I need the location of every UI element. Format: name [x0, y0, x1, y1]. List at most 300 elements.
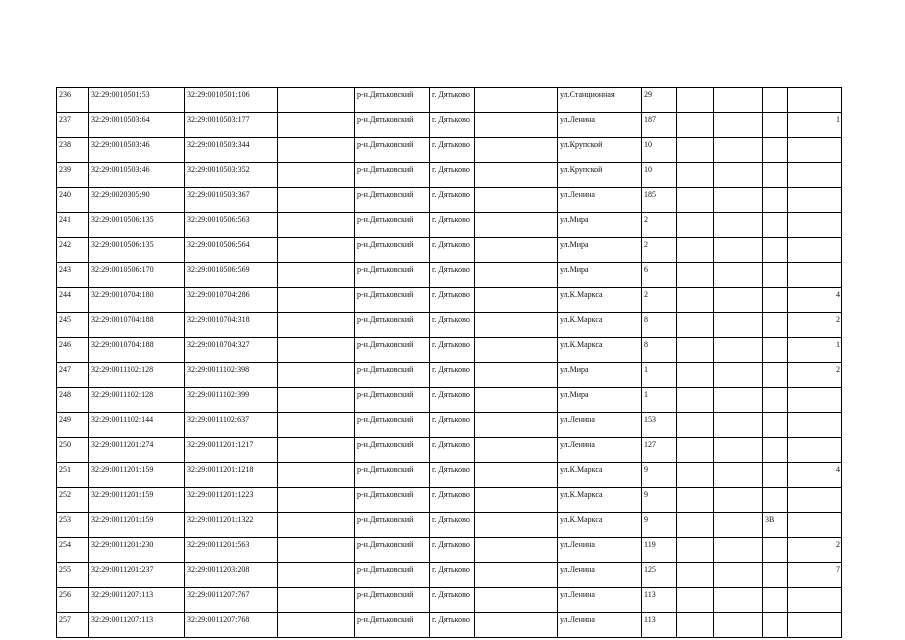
empty-cell — [475, 313, 558, 338]
empty-cell — [475, 288, 558, 313]
extra-value — [763, 438, 788, 463]
district: р-н.Дятьковский — [355, 113, 430, 138]
table-row — [57, 138, 842, 163]
parcel-cadastral-number: 32:29:0011102:128 — [89, 388, 185, 413]
empty-cell — [714, 288, 763, 313]
object-cadastral-number: 32:29:0010501:106 — [185, 88, 278, 113]
table-row — [57, 538, 842, 563]
city: г. Дятьково — [430, 338, 475, 363]
district: р-н.Дятьковский — [355, 363, 430, 388]
object-cadastral-number: 32:29:0010506:563 — [185, 213, 278, 238]
table-row — [57, 388, 842, 413]
count-value: 4 — [788, 288, 842, 313]
city: г. Дятьково — [430, 588, 475, 613]
table-row — [57, 588, 842, 613]
empty-cell — [714, 113, 763, 138]
object-cadastral-number: 32:29:0010506:564 — [185, 238, 278, 263]
count-value — [788, 588, 842, 613]
house-number: 2 — [642, 213, 677, 238]
city: г. Дятьково — [430, 563, 475, 588]
city: г. Дятьково — [430, 163, 475, 188]
empty-cell — [714, 363, 763, 388]
count-value — [788, 238, 842, 263]
district: р-н.Дятьковский — [355, 313, 430, 338]
city: г. Дятьково — [430, 313, 475, 338]
table-row — [57, 413, 842, 438]
empty-cell — [278, 238, 355, 263]
house-number: 113 — [642, 588, 677, 613]
table-row — [57, 438, 842, 463]
empty-cell — [475, 588, 558, 613]
count-value — [788, 613, 842, 638]
empty-cell — [475, 263, 558, 288]
empty-cell — [677, 138, 714, 163]
empty-cell — [278, 438, 355, 463]
object-cadastral-number: 32:29:0010506:569 — [185, 263, 278, 288]
city: г. Дятьково — [430, 138, 475, 163]
district: р-н.Дятьковский — [355, 213, 430, 238]
empty-cell — [475, 413, 558, 438]
object-cadastral-number: 32:29:0011207:767 — [185, 588, 278, 613]
district: р-н.Дятьковский — [355, 488, 430, 513]
street: ул.Мира — [558, 363, 642, 388]
street: ул.Ленина — [558, 588, 642, 613]
row-number: 254 — [57, 538, 89, 563]
district: р-н.Дятьковский — [355, 163, 430, 188]
empty-cell — [714, 613, 763, 638]
district: р-н.Дятьковский — [355, 538, 430, 563]
table-row — [57, 488, 842, 513]
parcel-cadastral-number: 32:29:0010503:46 — [89, 138, 185, 163]
object-cadastral-number: 32:29:0011201:563 — [185, 538, 278, 563]
empty-cell — [677, 363, 714, 388]
extra-value — [763, 238, 788, 263]
empty-cell — [475, 163, 558, 188]
street: ул.К.Маркса — [558, 313, 642, 338]
row-number: 251 — [57, 463, 89, 488]
empty-cell — [278, 263, 355, 288]
street: ул.Ленина — [558, 563, 642, 588]
table-row — [57, 88, 842, 113]
parcel-cadastral-number: 32:29:0011201:159 — [89, 463, 185, 488]
row-number: 245 — [57, 313, 89, 338]
empty-cell — [475, 363, 558, 388]
house-number: 1 — [642, 363, 677, 388]
table-row — [57, 238, 842, 263]
row-number: 256 — [57, 588, 89, 613]
empty-cell — [677, 463, 714, 488]
empty-cell — [677, 388, 714, 413]
count-value — [788, 413, 842, 438]
city: г. Дятьково — [430, 188, 475, 213]
table-row — [57, 338, 842, 363]
house-number: 119 — [642, 538, 677, 563]
empty-cell — [278, 188, 355, 213]
city: г. Дятьково — [430, 238, 475, 263]
city: г. Дятьково — [430, 538, 475, 563]
street: ул.Крупской — [558, 138, 642, 163]
row-number: 241 — [57, 213, 89, 238]
row-number: 244 — [57, 288, 89, 313]
street: ул.Ленина — [558, 113, 642, 138]
object-cadastral-number: 32:29:0010503:177 — [185, 113, 278, 138]
row-number: 238 — [57, 138, 89, 163]
row-number: 246 — [57, 338, 89, 363]
street: ул.Мира — [558, 238, 642, 263]
registry-table — [56, 87, 842, 638]
district: р-н.Дятьковский — [355, 463, 430, 488]
house-number: 29 — [642, 88, 677, 113]
count-value — [788, 513, 842, 538]
street: ул.К.Маркса — [558, 288, 642, 313]
extra-value — [763, 188, 788, 213]
district: р-н.Дятьковский — [355, 188, 430, 213]
extra-value: 3B — [763, 513, 788, 538]
street: ул.Ленина — [558, 438, 642, 463]
empty-cell — [714, 463, 763, 488]
empty-cell — [677, 88, 714, 113]
count-value: 1 — [788, 113, 842, 138]
city: г. Дятьково — [430, 363, 475, 388]
empty-cell — [677, 338, 714, 363]
empty-cell — [714, 138, 763, 163]
empty-cell — [475, 438, 558, 463]
street: ул.Мира — [558, 263, 642, 288]
table-row — [57, 563, 842, 588]
table-row — [57, 363, 842, 388]
count-value — [788, 438, 842, 463]
empty-cell — [677, 238, 714, 263]
object-cadastral-number: 32:29:0010704:318 — [185, 313, 278, 338]
district: р-н.Дятьковский — [355, 338, 430, 363]
empty-cell — [278, 88, 355, 113]
empty-cell — [475, 613, 558, 638]
count-value: 7 — [788, 563, 842, 588]
street: ул.К.Маркса — [558, 488, 642, 513]
empty-cell — [278, 588, 355, 613]
city: г. Дятьково — [430, 288, 475, 313]
count-value — [788, 488, 842, 513]
object-cadastral-number: 32:29:0011207:768 — [185, 613, 278, 638]
house-number: 113 — [642, 613, 677, 638]
empty-cell — [475, 88, 558, 113]
row-number: 255 — [57, 563, 89, 588]
table-row — [57, 288, 842, 313]
empty-cell — [475, 513, 558, 538]
extra-value — [763, 138, 788, 163]
street: ул.К.Маркса — [558, 513, 642, 538]
empty-cell — [278, 363, 355, 388]
parcel-cadastral-number: 32:29:0011102:128 — [89, 363, 185, 388]
house-number: 8 — [642, 338, 677, 363]
house-number: 2 — [642, 238, 677, 263]
parcel-cadastral-number: 32:29:0020305:90 — [89, 188, 185, 213]
parcel-cadastral-number: 32:29:0010506:135 — [89, 213, 185, 238]
empty-cell — [714, 438, 763, 463]
empty-cell — [714, 513, 763, 538]
extra-value — [763, 113, 788, 138]
city: г. Дятьково — [430, 613, 475, 638]
empty-cell — [677, 288, 714, 313]
empty-cell — [677, 513, 714, 538]
extra-value — [763, 88, 788, 113]
empty-cell — [278, 413, 355, 438]
object-cadastral-number: 32:29:0011102:399 — [185, 388, 278, 413]
district: р-н.Дятьковский — [355, 613, 430, 638]
empty-cell — [677, 113, 714, 138]
extra-value — [763, 263, 788, 288]
district: р-н.Дятьковский — [355, 88, 430, 113]
city: г. Дятьково — [430, 213, 475, 238]
count-value — [788, 138, 842, 163]
parcel-cadastral-number: 32:29:0010704:188 — [89, 313, 185, 338]
district: р-н.Дятьковский — [355, 288, 430, 313]
house-number: 6 — [642, 263, 677, 288]
house-number: 10 — [642, 138, 677, 163]
empty-cell — [278, 163, 355, 188]
count-value — [788, 388, 842, 413]
parcel-cadastral-number: 32:29:0011201:159 — [89, 513, 185, 538]
parcel-cadastral-number: 32:29:0010503:64 — [89, 113, 185, 138]
empty-cell — [278, 463, 355, 488]
empty-cell — [677, 213, 714, 238]
parcel-cadastral-number: 32:29:0011207:113 — [89, 588, 185, 613]
row-number: 248 — [57, 388, 89, 413]
count-value: 4 — [788, 463, 842, 488]
district: р-н.Дятьковский — [355, 138, 430, 163]
empty-cell — [475, 388, 558, 413]
district: р-н.Дятьковский — [355, 413, 430, 438]
table-row — [57, 613, 842, 638]
city: г. Дятьково — [430, 488, 475, 513]
empty-cell — [677, 263, 714, 288]
count-value: 1 — [788, 338, 842, 363]
extra-value — [763, 338, 788, 363]
district: р-н.Дятьковский — [355, 513, 430, 538]
house-number: 9 — [642, 463, 677, 488]
house-number: 8 — [642, 313, 677, 338]
row-number: 250 — [57, 438, 89, 463]
empty-cell — [677, 488, 714, 513]
street: ул.Ленина — [558, 188, 642, 213]
empty-cell — [475, 563, 558, 588]
count-value: 2 — [788, 538, 842, 563]
empty-cell — [475, 113, 558, 138]
empty-cell — [714, 263, 763, 288]
extra-value — [763, 538, 788, 563]
extra-value — [763, 563, 788, 588]
empty-cell — [714, 413, 763, 438]
object-cadastral-number: 32:29:0010503:352 — [185, 163, 278, 188]
object-cadastral-number: 32:29:0010503:344 — [185, 138, 278, 163]
extra-value — [763, 288, 788, 313]
row-number: 239 — [57, 163, 89, 188]
empty-cell — [278, 113, 355, 138]
object-cadastral-number: 32:29:0010503:367 — [185, 188, 278, 213]
empty-cell — [278, 388, 355, 413]
district: р-н.Дятьковский — [355, 238, 430, 263]
table-row — [57, 163, 842, 188]
extra-value — [763, 613, 788, 638]
empty-cell — [278, 213, 355, 238]
empty-cell — [714, 488, 763, 513]
count-value — [788, 188, 842, 213]
street: ул.Ленина — [558, 413, 642, 438]
city: г. Дятьково — [430, 513, 475, 538]
street: ул.Ленина — [558, 613, 642, 638]
empty-cell — [278, 563, 355, 588]
street: ул.Ленина — [558, 538, 642, 563]
empty-cell — [475, 338, 558, 363]
extra-value — [763, 213, 788, 238]
row-number: 249 — [57, 413, 89, 438]
empty-cell — [677, 163, 714, 188]
street: ул.Станционная — [558, 88, 642, 113]
street: ул.К.Маркса — [558, 463, 642, 488]
empty-cell — [475, 188, 558, 213]
parcel-cadastral-number: 32:29:0011201:230 — [89, 538, 185, 563]
empty-cell — [677, 588, 714, 613]
house-number: 2 — [642, 288, 677, 313]
empty-cell — [278, 138, 355, 163]
count-value: 2 — [788, 363, 842, 388]
house-number: 185 — [642, 188, 677, 213]
parcel-cadastral-number: 32:29:0010501:53 — [89, 88, 185, 113]
empty-cell — [714, 388, 763, 413]
empty-cell — [475, 463, 558, 488]
empty-cell — [677, 438, 714, 463]
empty-cell — [278, 288, 355, 313]
house-number: 9 — [642, 513, 677, 538]
parcel-cadastral-number: 32:29:0011207:113 — [89, 613, 185, 638]
extra-value — [763, 588, 788, 613]
table-row — [57, 463, 842, 488]
house-number: 125 — [642, 563, 677, 588]
empty-cell — [677, 613, 714, 638]
street: ул.К.Маркса — [558, 338, 642, 363]
district: р-н.Дятьковский — [355, 263, 430, 288]
row-number: 236 — [57, 88, 89, 113]
district: р-н.Дятьковский — [355, 588, 430, 613]
empty-cell — [278, 338, 355, 363]
object-cadastral-number: 32:29:0010704:286 — [185, 288, 278, 313]
object-cadastral-number: 32:29:0011201:1217 — [185, 438, 278, 463]
count-value — [788, 213, 842, 238]
city: г. Дятьково — [430, 438, 475, 463]
empty-cell — [677, 313, 714, 338]
house-number: 127 — [642, 438, 677, 463]
extra-value — [763, 163, 788, 188]
street: ул.Мира — [558, 388, 642, 413]
row-number: 252 — [57, 488, 89, 513]
empty-cell — [714, 538, 763, 563]
empty-cell — [475, 213, 558, 238]
parcel-cadastral-number: 32:29:0010506:170 — [89, 263, 185, 288]
object-cadastral-number: 32:29:0011201:1218 — [185, 463, 278, 488]
count-value — [788, 88, 842, 113]
house-number: 153 — [642, 413, 677, 438]
count-value — [788, 163, 842, 188]
table-row — [57, 188, 842, 213]
extra-value — [763, 313, 788, 338]
empty-cell — [475, 538, 558, 563]
street: ул.Мира — [558, 213, 642, 238]
street: ул.Крупской — [558, 163, 642, 188]
table-row — [57, 263, 842, 288]
empty-cell — [278, 488, 355, 513]
city: г. Дятьково — [430, 263, 475, 288]
object-cadastral-number: 32:29:0010704:327 — [185, 338, 278, 363]
empty-cell — [714, 188, 763, 213]
district: р-н.Дятьковский — [355, 388, 430, 413]
empty-cell — [677, 413, 714, 438]
extra-value — [763, 413, 788, 438]
house-number: 187 — [642, 113, 677, 138]
empty-cell — [714, 338, 763, 363]
city: г. Дятьково — [430, 463, 475, 488]
district: р-н.Дятьковский — [355, 438, 430, 463]
parcel-cadastral-number: 32:29:0011201:237 — [89, 563, 185, 588]
city: г. Дятьково — [430, 113, 475, 138]
parcel-cadastral-number: 32:29:0010704:188 — [89, 338, 185, 363]
count-value: 2 — [788, 313, 842, 338]
row-number: 257 — [57, 613, 89, 638]
object-cadastral-number: 32:29:0011201:1322 — [185, 513, 278, 538]
object-cadastral-number: 32:29:0011203:208 — [185, 563, 278, 588]
object-cadastral-number: 32:29:0011102:398 — [185, 363, 278, 388]
parcel-cadastral-number: 32:29:0010506:135 — [89, 238, 185, 263]
empty-cell — [475, 138, 558, 163]
empty-cell — [714, 213, 763, 238]
city: г. Дятьково — [430, 88, 475, 113]
empty-cell — [475, 238, 558, 263]
empty-cell — [278, 513, 355, 538]
house-number: 10 — [642, 163, 677, 188]
empty-cell — [714, 163, 763, 188]
row-number: 237 — [57, 113, 89, 138]
parcel-cadastral-number: 32:29:0011201:274 — [89, 438, 185, 463]
house-number: 1 — [642, 388, 677, 413]
house-number: 9 — [642, 488, 677, 513]
table-row — [57, 313, 842, 338]
row-number: 253 — [57, 513, 89, 538]
empty-cell — [714, 238, 763, 263]
empty-cell — [714, 563, 763, 588]
city: г. Дятьково — [430, 388, 475, 413]
extra-value — [763, 363, 788, 388]
extra-value — [763, 488, 788, 513]
empty-cell — [677, 538, 714, 563]
row-number: 247 — [57, 363, 89, 388]
count-value — [788, 263, 842, 288]
row-number: 240 — [57, 188, 89, 213]
empty-cell — [278, 538, 355, 563]
empty-cell — [278, 313, 355, 338]
empty-cell — [475, 488, 558, 513]
object-cadastral-number: 32:29:0011201:1223 — [185, 488, 278, 513]
parcel-cadastral-number: 32:29:0010704:180 — [89, 288, 185, 313]
empty-cell — [278, 613, 355, 638]
object-cadastral-number: 32:29:0011102:637 — [185, 413, 278, 438]
empty-cell — [677, 188, 714, 213]
row-number: 242 — [57, 238, 89, 263]
empty-cell — [714, 588, 763, 613]
row-number: 243 — [57, 263, 89, 288]
table-row — [57, 113, 842, 138]
table-row — [57, 513, 842, 538]
extra-value — [763, 463, 788, 488]
district: р-н.Дятьковский — [355, 563, 430, 588]
